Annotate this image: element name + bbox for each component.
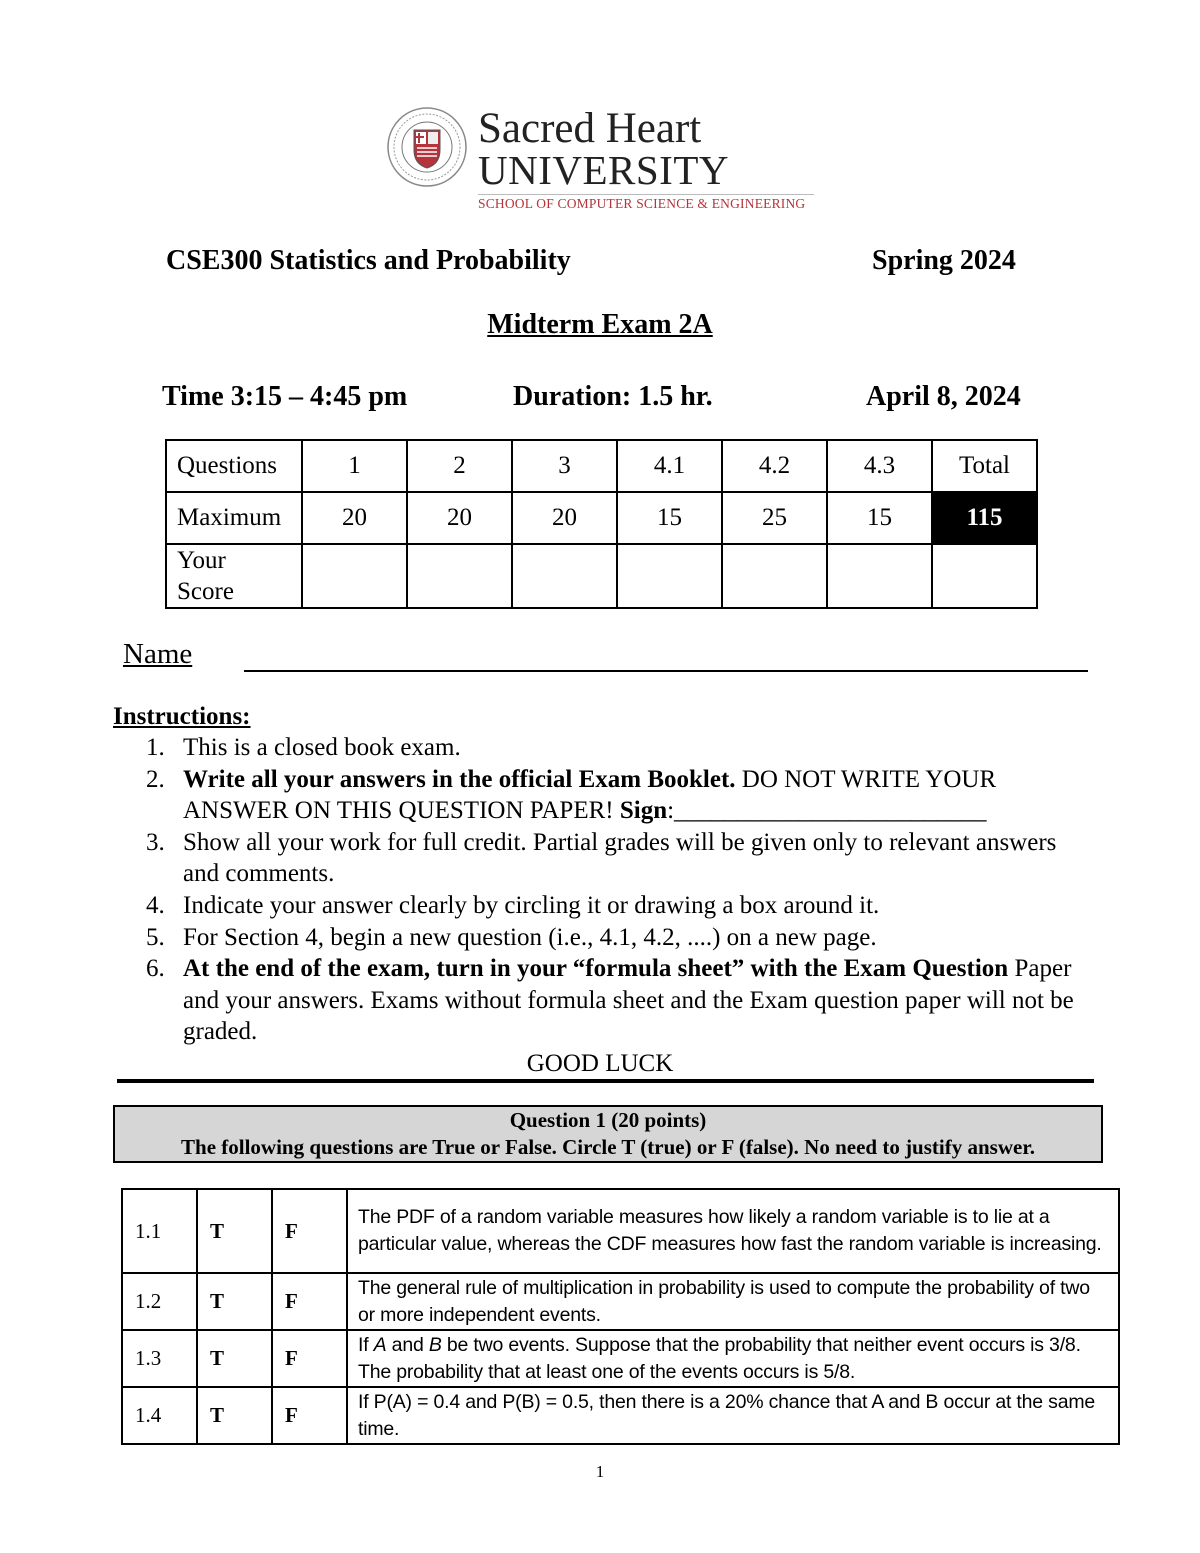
name-blank-line xyxy=(244,670,1088,672)
question1-title: Question 1 (20 points) xyxy=(509,1108,707,1132)
table-cell: 4.1 xyxy=(617,440,722,492)
exam-date: April 8, 2024 xyxy=(866,381,1021,412)
list-text: Paper and your answers. Exams without formula sheet and the Exam question paper will not be graded. xyxy=(183,955,1074,1046)
list-number: 4. xyxy=(146,891,165,919)
table-cell: 20 xyxy=(512,492,617,544)
table-cell: 20 xyxy=(302,492,407,544)
true-option[interactable]: T xyxy=(197,1189,272,1273)
list-number: 6. xyxy=(146,955,165,983)
true-false-table xyxy=(121,1188,1120,1445)
table-row xyxy=(166,544,1037,608)
true-option[interactable]: T xyxy=(197,1387,272,1444)
table-cell: 3 xyxy=(512,440,617,492)
table-row xyxy=(166,440,1037,492)
good-luck-text: GOOD LUCK xyxy=(526,1050,674,1077)
list-text: DO NOT WRITE YOUR ANSWER ON THIS QUESTION PAPER! xyxy=(183,765,997,825)
question1-header xyxy=(113,1105,1103,1163)
list-item xyxy=(140,922,1080,954)
course-title: CSE300 Statistics and Probability xyxy=(166,245,571,276)
table-cell: Total xyxy=(932,440,1037,492)
table-row xyxy=(166,492,1037,544)
table-row xyxy=(122,1387,1119,1444)
score-cell xyxy=(722,544,827,608)
exam-title-text: Midterm Exam 2A xyxy=(487,309,713,340)
table-cell: 1 xyxy=(302,440,407,492)
name-label: Name xyxy=(123,638,193,670)
table-cell: 15 xyxy=(617,492,722,544)
list-item xyxy=(140,953,1080,1048)
list-item xyxy=(140,890,1080,922)
variable-b: B xyxy=(428,1333,442,1356)
semester: Spring 2024 xyxy=(872,245,1016,276)
score-table xyxy=(165,439,1038,609)
list-number: 2. xyxy=(146,765,165,793)
list-item xyxy=(140,827,1080,890)
score-cell xyxy=(617,544,722,608)
list-item xyxy=(140,764,1080,827)
table-row xyxy=(122,1330,1119,1387)
sign-blank: :_________________________ xyxy=(667,797,987,825)
score-cell xyxy=(827,544,932,608)
list-text: This is a closed book exam. xyxy=(183,734,461,761)
score-cell xyxy=(302,544,407,608)
row-label-questions: Questions xyxy=(166,440,302,492)
exam-time: Time 3:15 – 4:45 pm xyxy=(162,381,408,412)
score-cell xyxy=(512,544,617,608)
list-text-bold: At the end of the exam, turn in your “formula sheet” with the Exam Question xyxy=(183,955,1009,983)
section-divider xyxy=(117,1079,1094,1083)
row-label-your-score xyxy=(166,544,302,608)
sign-label: Sign xyxy=(619,797,668,825)
logo-divider xyxy=(478,194,814,195)
logo-name-line1: Sacred Heart xyxy=(478,105,702,152)
your-score-line2: Score xyxy=(177,578,234,605)
question-statement: The PDF of a random variable measures how likely a random variable is to lie at a particular value, whereas the CDF measures how fast the random variable is increasing. xyxy=(347,1189,1119,1273)
instructions-list xyxy=(140,732,1080,1048)
score-cell xyxy=(407,544,512,608)
list-number: 5. xyxy=(146,923,165,951)
table-cell: 20 xyxy=(407,492,512,544)
exam-duration: Duration: 1.5 hr. xyxy=(513,381,713,412)
question-statement: The general rule of multiplication in probability is used to compute the probability of two or more independent events. xyxy=(347,1273,1119,1330)
page-number: 1 xyxy=(595,1462,605,1481)
false-option[interactable]: F xyxy=(272,1273,347,1330)
table-row xyxy=(122,1273,1119,1330)
true-option[interactable]: T xyxy=(197,1330,272,1387)
question-number: 1.3 xyxy=(122,1330,197,1387)
list-text: Indicate your answer clearly by circling it or drawing a box around it. xyxy=(183,891,880,919)
score-cell xyxy=(932,544,1037,608)
list-number: 1. xyxy=(146,734,165,761)
instructions-title: Instructions: xyxy=(113,703,251,730)
false-option[interactable]: F xyxy=(272,1330,347,1387)
question-statement: If P(A) = 0.4 and P(B) = 0.5, then there is a 20% chance that A and B occur at the same time. xyxy=(347,1387,1119,1444)
list-text: For Section 4, begin a new question (i.e., 4.1, 4.2, ....) on a new page. xyxy=(183,923,877,951)
list-text: Show all your work for full credit. Partial grades will be given only to relevant answers and comments. xyxy=(183,828,1057,888)
table-cell: 2 xyxy=(407,440,512,492)
table-cell: 25 xyxy=(722,492,827,544)
true-option[interactable]: T xyxy=(197,1273,272,1330)
list-item xyxy=(140,732,1080,764)
variable-a: A xyxy=(373,1333,387,1356)
logo-name-line2: UNIVERSITY xyxy=(478,147,729,193)
table-cell: 4.3 xyxy=(827,440,932,492)
university-logo xyxy=(386,106,826,218)
question-statement xyxy=(347,1330,1119,1387)
table-cell: 15 xyxy=(827,492,932,544)
statement-text: be two events. Suppose that the probability that neither event occurs is 3/8. The probability that at least one of the events occurs is 5/8. xyxy=(358,1333,1081,1383)
question-number: 1.4 xyxy=(122,1387,197,1444)
question-number: 1.1 xyxy=(122,1189,197,1273)
your-score-line1: Your xyxy=(177,547,226,574)
false-option[interactable]: F xyxy=(272,1189,347,1273)
question1-subtitle: The following questions are True or False. Circle T (true) or F (false). No need to justify answer. xyxy=(181,1135,1035,1159)
statement-text: If xyxy=(358,1333,374,1356)
university-seal-icon xyxy=(386,106,468,188)
row-label-maximum: Maximum xyxy=(166,492,302,544)
exam-title xyxy=(0,309,1200,341)
table-cell: 4.2 xyxy=(722,440,827,492)
logo-school-name: SCHOOL OF COMPUTER SCIENCE & ENGINEERING xyxy=(478,196,806,211)
statement-text: and xyxy=(386,1333,429,1356)
total-maximum-cell: 115 xyxy=(932,492,1037,544)
list-text-bold: Write all your answers in the official Exam Booklet. xyxy=(183,765,736,793)
question-number: 1.2 xyxy=(122,1273,197,1330)
list-number: 3. xyxy=(146,828,165,856)
table-row xyxy=(122,1189,1119,1273)
false-option[interactable]: F xyxy=(272,1387,347,1444)
